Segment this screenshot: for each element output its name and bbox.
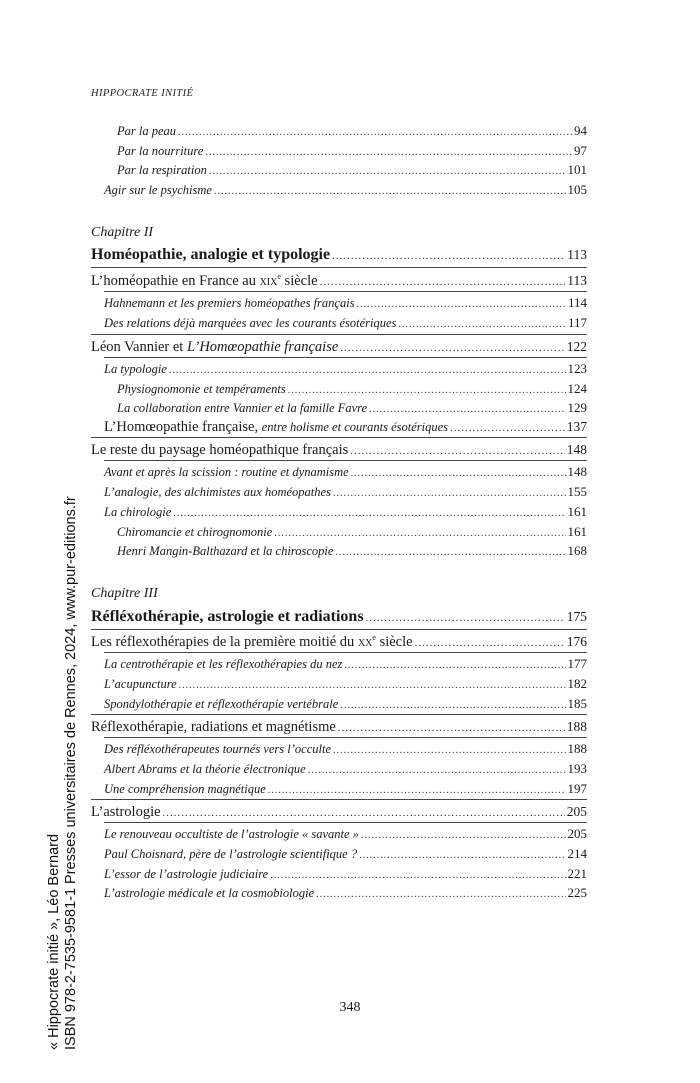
dot-leader xyxy=(214,186,566,197)
chapter-label: Chapitre III xyxy=(91,586,158,601)
section-divider xyxy=(104,652,587,653)
dot-leader xyxy=(344,660,565,671)
toc-entry-page: 148 xyxy=(566,442,587,457)
toc-entry-title: La typologie xyxy=(104,362,167,376)
toc-entry-page: 155 xyxy=(567,484,587,499)
toc-entry-title: Le reste du paysage homéopathique français xyxy=(91,442,349,458)
dot-leader xyxy=(316,889,565,900)
toc-entry-title: Léon Vannier et L’Homœopathie française xyxy=(91,339,339,355)
dot-leader xyxy=(350,445,564,457)
toc-entry-title: L’Homœopathie française, entre holisme et courants ésotériques xyxy=(104,419,449,435)
toc-entry-page: 117 xyxy=(567,315,587,330)
toc-entry[interactable] xyxy=(117,143,587,159)
toc-entry-page: 148 xyxy=(567,464,587,479)
toc-entry-title: Par la nourriture xyxy=(117,144,204,158)
chapter-title-entry[interactable] xyxy=(91,608,587,626)
toc-entry-page: 94 xyxy=(574,123,587,138)
dot-leader xyxy=(415,637,565,649)
toc-entry-title: La chirologie xyxy=(104,505,172,519)
running-head: HIPPOCRATE INITIÉ xyxy=(91,88,194,99)
toc-entry[interactable] xyxy=(104,419,587,436)
toc-entry-page: 185 xyxy=(567,696,587,711)
dot-leader xyxy=(398,319,566,330)
section-divider xyxy=(91,629,587,630)
toc-entry[interactable] xyxy=(104,885,587,901)
toc-entry-page: 137 xyxy=(566,419,587,434)
toc-entry[interactable] xyxy=(104,484,587,500)
side-notice-line: ISBN 978-2-7535-9581-1 Presses universitaires de Rennes, 2024, www.pur-editions.fr xyxy=(63,496,79,1050)
dot-leader xyxy=(351,468,566,479)
dot-leader xyxy=(169,365,566,376)
toc-entry[interactable] xyxy=(104,866,587,882)
dot-leader xyxy=(361,830,566,841)
toc-entry-title: Paul Choisnard, père de l’astrologie scientifique ? xyxy=(104,847,358,861)
dot-leader xyxy=(308,765,566,776)
toc-entry-page: 161 xyxy=(567,504,587,519)
dot-leader xyxy=(209,166,566,177)
toc-entry[interactable] xyxy=(104,826,587,842)
toc-entry[interactable] xyxy=(104,761,587,777)
dot-leader xyxy=(320,276,566,288)
toc-entry[interactable] xyxy=(91,719,587,736)
toc-entry[interactable] xyxy=(91,339,587,356)
toc-entry-page: 205 xyxy=(566,804,587,819)
toc-entry-page: 105 xyxy=(567,182,587,197)
toc-entry-title: L’acupuncture xyxy=(104,677,177,691)
toc-entry-title: Avant et après la scission : routine et dynamisme xyxy=(104,465,349,479)
toc-entry[interactable] xyxy=(104,315,587,331)
section-divider xyxy=(91,334,587,335)
toc-entry[interactable] xyxy=(117,162,587,178)
toc-entry-title: Par la respiration xyxy=(117,163,207,177)
dot-leader xyxy=(338,722,565,734)
toc-entry[interactable] xyxy=(117,524,587,540)
dot-leader xyxy=(205,147,572,158)
toc-entry-page: 197 xyxy=(567,781,587,796)
dot-leader xyxy=(274,528,565,539)
toc-entry[interactable] xyxy=(104,464,587,480)
dot-leader xyxy=(173,508,565,519)
toc-entry-page: 168 xyxy=(567,543,587,558)
toc-entry-title: Par la peau xyxy=(117,124,177,138)
toc-entry[interactable] xyxy=(117,400,587,416)
section-divider xyxy=(104,291,587,292)
toc-entry-title: L’astrologie xyxy=(91,804,161,820)
toc-entry[interactable] xyxy=(104,182,587,198)
toc-entry-title: L’homéopathie en France au xix$^e$ siècle xyxy=(91,272,318,289)
toc-entry-page: 188 xyxy=(566,719,587,734)
section-divider xyxy=(91,714,587,715)
toc-entry[interactable] xyxy=(104,781,587,797)
toc-entry-title: Chiromancie et chirognomonie xyxy=(117,525,273,539)
toc-entry-page: 123 xyxy=(567,361,587,376)
section-divider xyxy=(91,799,587,800)
chapter-page: 113 xyxy=(567,247,587,262)
toc-entry[interactable] xyxy=(117,543,587,559)
toc-entry-page: 113 xyxy=(567,273,587,288)
toc-entry[interactable] xyxy=(91,442,587,459)
toc-entry-title: Agir sur le psychisme xyxy=(104,183,212,197)
toc-entry-page: 182 xyxy=(567,676,587,691)
chapter-label: Chapitre II xyxy=(91,225,154,240)
toc-entry-page: 101 xyxy=(567,162,587,177)
toc-entry[interactable] xyxy=(104,504,587,520)
toc-entry-page: 97 xyxy=(574,143,587,158)
section-divider xyxy=(104,737,587,738)
side-copyright-notice xyxy=(46,496,80,1050)
toc-entry-title: Albert Abrams et la théorie électronique xyxy=(104,762,306,776)
dot-leader xyxy=(333,488,566,499)
toc-entry-page: 129 xyxy=(567,400,587,415)
dot-leader xyxy=(163,807,565,819)
dot-leader xyxy=(366,612,565,624)
toc-entry-title: L’analogie, des alchimistes aux homéopathes xyxy=(104,485,331,499)
chapter-title: Réfléxothérapie, astrologie et radiations xyxy=(91,608,364,625)
toc-entry-title: Les réflexothérapies de la première moitié du $xx^e$ siècle xyxy=(91,633,413,650)
dot-leader xyxy=(450,422,565,434)
toc-entry-title: La collaboration entre Vannier et la famille Favre xyxy=(117,401,368,415)
dot-leader xyxy=(179,680,566,691)
toc-entry-title: Des réfléxothérapeutes tournés vers l’occulte xyxy=(104,742,332,756)
dot-leader xyxy=(332,250,565,262)
toc-entry-page: 114 xyxy=(567,295,587,310)
toc-entry[interactable] xyxy=(104,846,587,862)
dot-leader xyxy=(288,385,566,396)
toc-entry-title: Réflexothérapie, radiations et magnétisme xyxy=(91,719,336,735)
toc-entry-page: 161 xyxy=(567,524,587,539)
chapter-title-entry[interactable] xyxy=(91,246,587,264)
toc-entry-title: Le renouveau occultiste de l’astrologie « savante » xyxy=(104,827,359,841)
toc-entry[interactable] xyxy=(104,676,587,692)
toc-entry-title: Hahnemann et les premiers homéopathes français xyxy=(104,296,355,310)
toc-entry[interactable] xyxy=(91,804,587,821)
chapter-title: Homéopathie, analogie et typologie xyxy=(91,246,331,263)
toc-entry-page: 205 xyxy=(567,826,587,841)
toc-entry-page: 124 xyxy=(567,381,587,396)
dot-leader xyxy=(357,299,566,310)
toc-entry[interactable] xyxy=(104,656,587,672)
dot-leader xyxy=(369,404,565,415)
dot-leader xyxy=(268,785,566,796)
toc-entry-title: L’astrologie médicale et la cosmobiologie xyxy=(104,886,315,900)
section-divider xyxy=(91,437,587,438)
section-divider xyxy=(104,357,587,358)
dot-leader xyxy=(340,700,565,711)
side-notice-line: « Hippocrate initié », Léo Bernard xyxy=(46,833,62,1050)
section-divider xyxy=(104,460,587,461)
toc-entry[interactable] xyxy=(104,696,587,712)
toc-entry[interactable] xyxy=(104,741,587,757)
toc-entry-page: 225 xyxy=(567,885,587,900)
toc-entry[interactable] xyxy=(104,361,587,377)
toc-entry-page: 188 xyxy=(567,741,587,756)
toc-entry[interactable] xyxy=(117,123,587,139)
toc-entry-title: La centrothérapie et les réflexothérapies du nez xyxy=(104,657,343,671)
dot-leader xyxy=(333,745,565,756)
toc-entry-page: 221 xyxy=(567,866,587,881)
section-divider xyxy=(91,267,587,268)
dot-leader xyxy=(340,342,564,354)
toc-entry[interactable] xyxy=(91,273,587,290)
toc-entry-title: Spondylothérapie et réflexothérapie vertébrale xyxy=(104,697,339,711)
dot-leader xyxy=(270,870,565,881)
toc-entry-title: Une compréhension magnétique xyxy=(104,782,266,796)
dot-leader xyxy=(335,547,565,558)
toc-entry[interactable] xyxy=(104,295,587,311)
toc-entry-page: 193 xyxy=(567,761,587,776)
toc-entry-title: L’essor de l’astrologie judiciaire xyxy=(104,867,269,881)
toc-entry-title: Henri Mangin-Balthazard et la chiroscopie xyxy=(117,544,334,558)
toc-entry-title: Physiognomonie et tempéraments xyxy=(117,382,286,396)
toc-entry[interactable] xyxy=(91,634,587,651)
toc-entry-page: 176 xyxy=(566,634,587,649)
toc-entry-title: Des relations déjà marquées avec les courants ésotériques xyxy=(104,316,397,330)
section-divider xyxy=(104,822,587,823)
toc-entry-page: 214 xyxy=(567,846,587,861)
toc-entry-page: 122 xyxy=(566,339,587,354)
toc-entry[interactable] xyxy=(117,381,587,397)
dot-leader xyxy=(359,850,565,861)
chapter-page: 175 xyxy=(566,609,587,624)
toc-entry-page: 177 xyxy=(567,656,587,671)
dot-leader xyxy=(178,127,572,138)
page-number: 348 xyxy=(339,1000,361,1015)
